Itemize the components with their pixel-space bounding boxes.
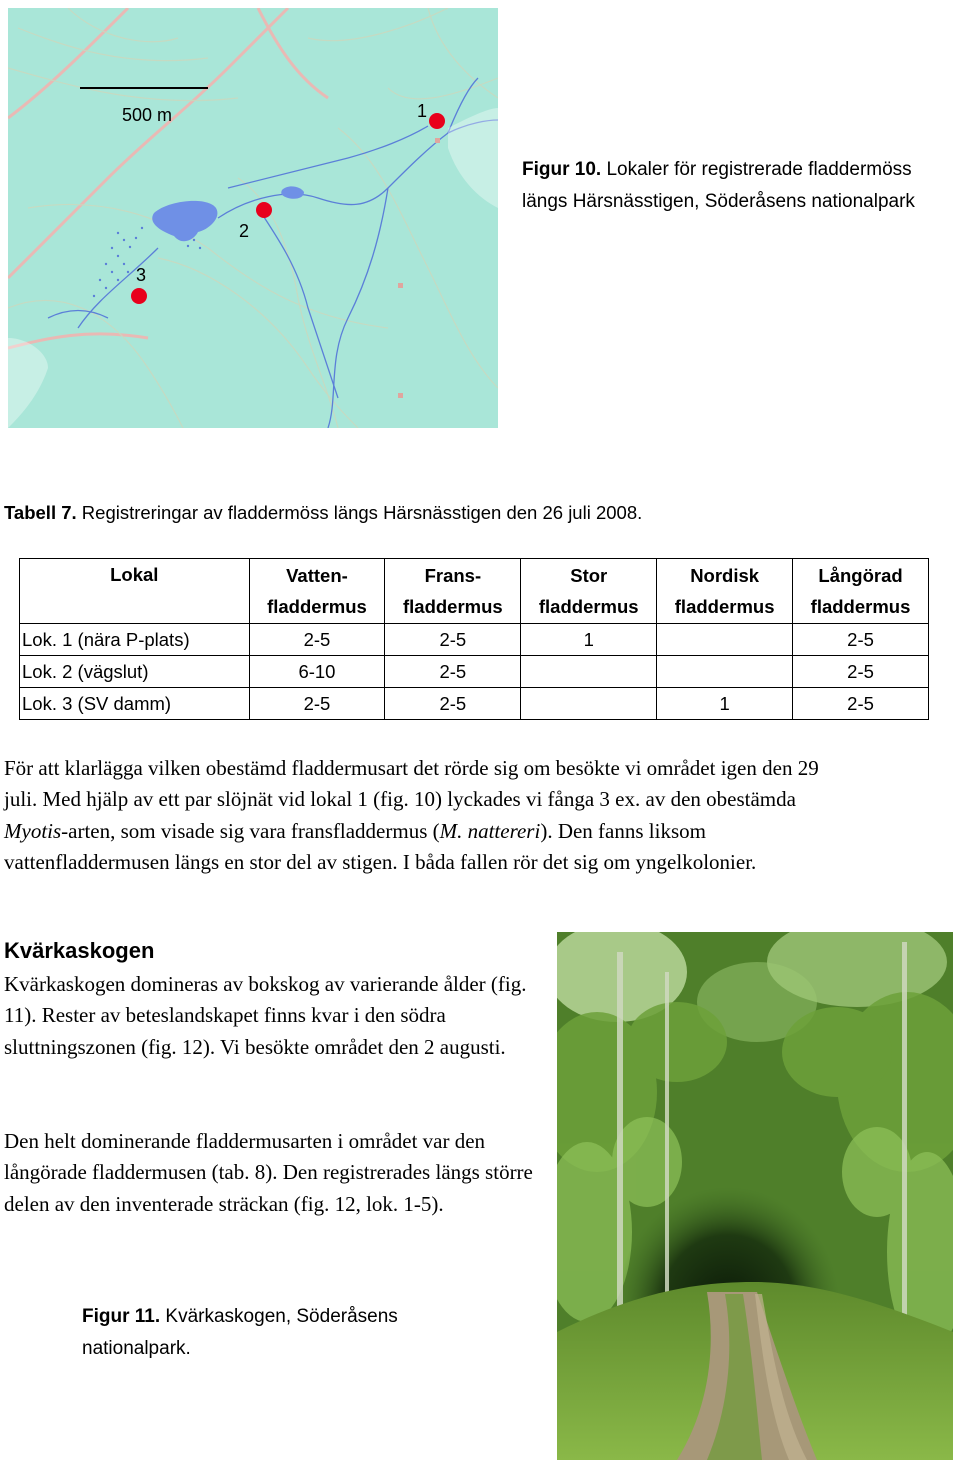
table-cell: 2-5 (249, 624, 385, 656)
table-cell (657, 624, 793, 656)
paragraph-kvarkaskogen-intro: Kvärkaskogen domineras av bokskog av varierande ålder (fig. 11). Rester av beteslandskapet finns kvar i den södra sluttningszonen (fig. 12). Vi besökte området den 2 augusti. (4, 972, 527, 1059)
site-marker-2 (256, 202, 272, 218)
paragraph-text: För att klarlägga vilken obestämd fladdermusart det rörde sig om besökte vi området igen den 29 juli. Med hjälp av ett par slöjnät vid lokal 1 (fig. 10) lyckades vi fånga 3 ex. av den obestämda (4, 756, 819, 812)
table-row (20, 656, 929, 688)
table-cell (521, 656, 657, 688)
table-cell: 2-5 (249, 688, 385, 720)
site-label-1: 1 (417, 101, 428, 121)
table-cell: 2-5 (385, 688, 521, 720)
table-header-row (20, 559, 929, 624)
pond-large (152, 201, 217, 241)
table-cell: 2-5 (793, 688, 929, 720)
header-stor-fladdermus: Stor fladdermus (521, 559, 657, 624)
paragraph-text: ). Den fanns liksom vattenfladdermusen längs en stor del av stigen. I båda fallen rör det sig om yngelkolonier. (4, 818, 757, 875)
paragraph-kvarkaskogen-species: Den helt dominerande fladdermusarten i området var den långörade fladdermusen (tab. 8). Den registrerades längs större delen av den inventerade sträckan (fig. 12, lok. 1-5). (4, 1129, 533, 1216)
section-heading: Kvärkaskogen (4, 938, 155, 963)
table-cell: Lok. 3 (SV damm) (20, 688, 250, 720)
header-lokal: Lokal (20, 559, 250, 624)
site-label-3: 3 (136, 265, 147, 285)
figure-10-text: Lokaler för registrerade fladdermöss längs Härsnässtigen, Söderåsens nationalpark (522, 159, 915, 212)
paragraph-text: -arten, som visade sig vara fransfladdermus ( (61, 818, 440, 843)
pond-small (281, 186, 304, 198)
table-row (20, 688, 929, 720)
map-graphic (8, 8, 498, 428)
italic-species: M. nattereri (439, 818, 541, 843)
table-cell (521, 688, 657, 720)
header-vattenfladdermus: Vatten- fladdermus (249, 559, 385, 624)
table-cell (657, 656, 793, 688)
table-cell: 2-5 (385, 656, 521, 688)
table-cell: 1 (657, 688, 793, 720)
figure-11-label: Figur 11. (82, 1306, 161, 1327)
table-cell: 2-5 (385, 624, 521, 656)
site-label-2: 2 (239, 221, 250, 241)
paragraph-myotis (4, 753, 844, 879)
table-7-text: Registreringar av fladdermöss längs Härsnässtigen den 26 juli 2008. (81, 502, 643, 523)
table-cell: 6-10 (249, 656, 385, 688)
table-cell: 1 (521, 624, 657, 656)
site-marker-1 (429, 113, 445, 129)
table-cell: Lok. 2 (vägslut) (20, 656, 250, 688)
scale-label: 500 m (122, 105, 173, 125)
header-nordisk-fladdermus: Nordisk fladdermus (657, 559, 793, 624)
header-langorad-fladdermus: Långörad fladdermus (793, 559, 929, 624)
figure-11-caption (82, 1301, 482, 1364)
site-marker-3 (131, 288, 147, 304)
table-cell: 2-5 (793, 656, 929, 688)
header-fransfladdermus: Frans- fladdermus (385, 559, 521, 624)
table-7-label: Tabell 7. (4, 502, 77, 523)
italic-genus: Myotis (4, 818, 62, 843)
forest-photo-graphic (557, 932, 953, 1460)
table-row (20, 624, 929, 656)
location-map (8, 8, 498, 428)
figure-11-text: Kvärkaskogen, Söderåsens nationalpark. (82, 1306, 398, 1359)
table-7-caption (4, 502, 642, 524)
figure-10-label: Figur 10. (522, 159, 602, 180)
forest-road-photo (557, 932, 953, 1460)
figure-10-caption (522, 154, 922, 217)
table-cell: 2-5 (793, 624, 929, 656)
table-cell: Lok. 1 (nära P-plats) (20, 624, 250, 656)
registrations-table (19, 558, 929, 720)
